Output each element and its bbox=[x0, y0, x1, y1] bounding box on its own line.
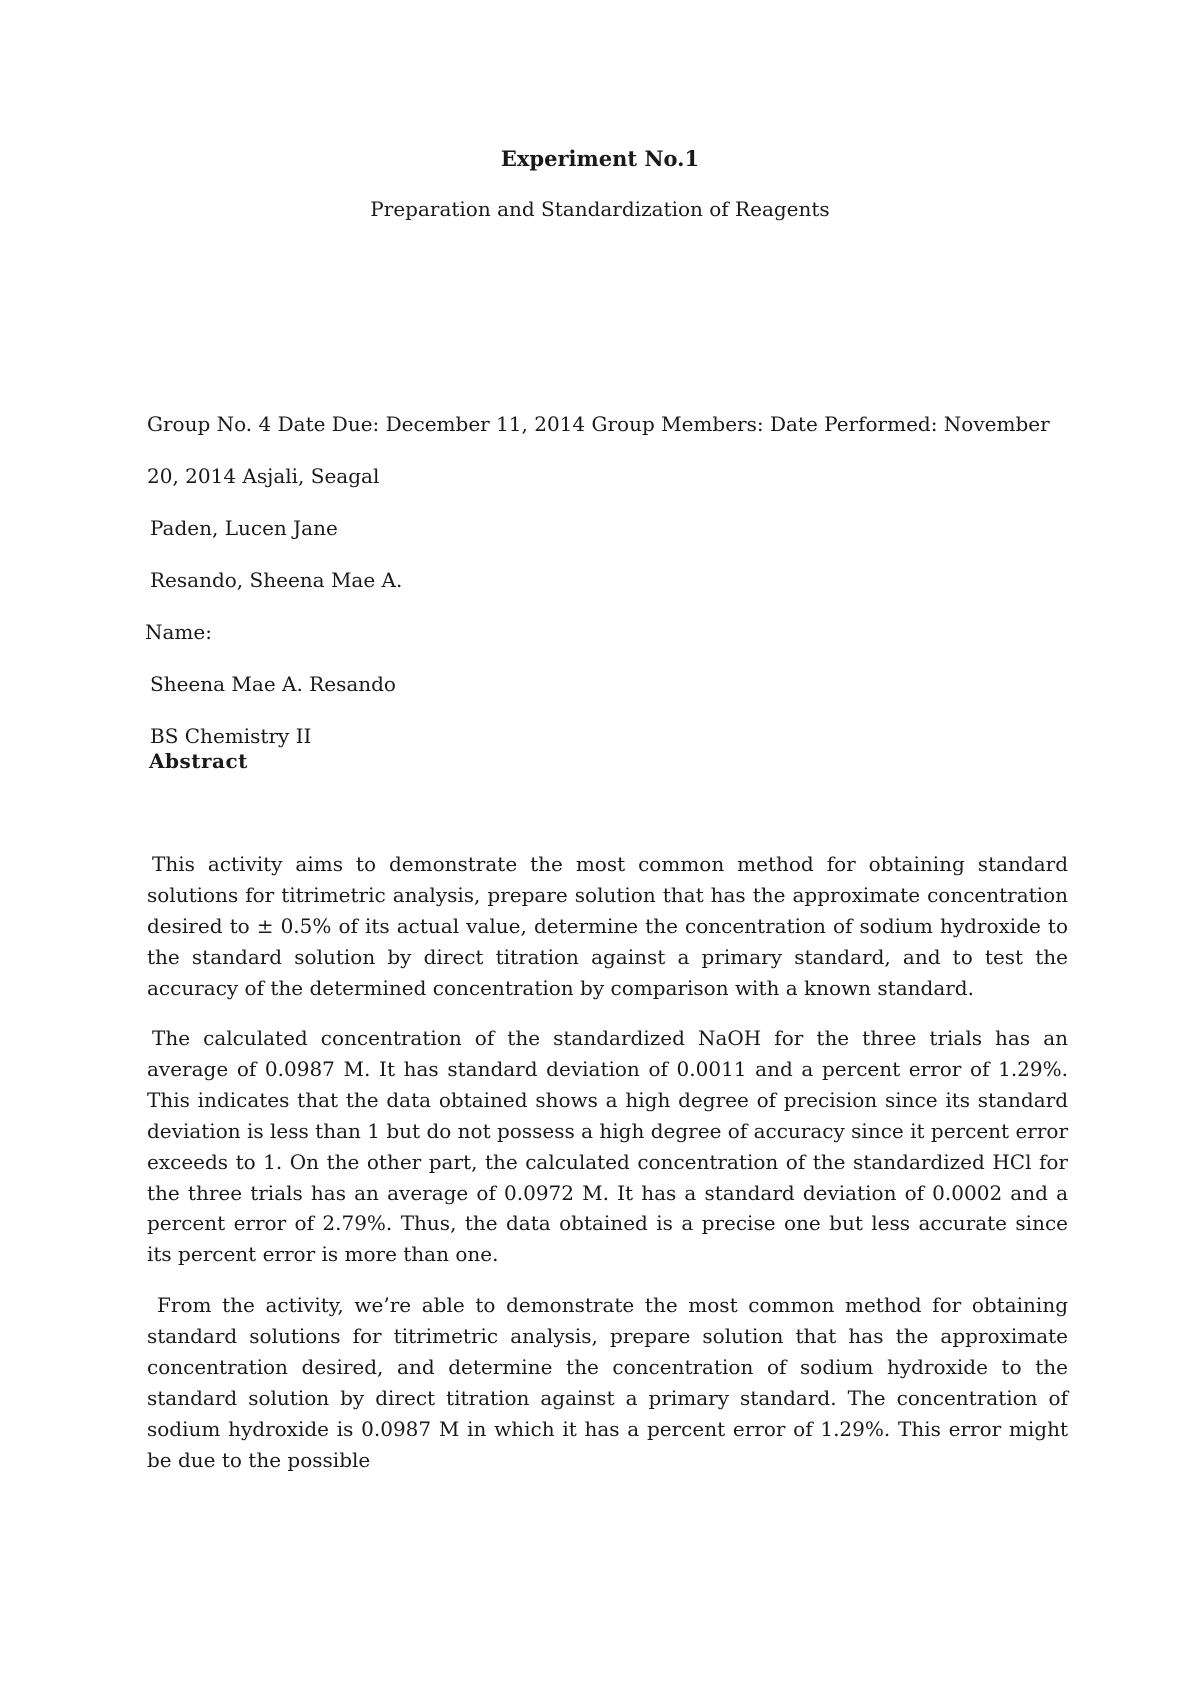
abstract-paragraph: The calculated concentration of the standardized NaOH for the three trials has an average of 0.0987 M. It has standard deviation of 0.0011 and a percent error of 1.29%. This indicates that the data obtained shows a high degree of precision since its standard deviation is less than 1 but do not possess a high degree of accuracy since it percent error exceeds to 1. On the other part, the calculated concentration of the standardized HCl for the three trials has an average of 0.0972 M. It has a standard deviation of 0.0002 and a percent error of 2.79%. Thus, the data obtained is a precise one but less accurate since its percent error is more than one. bbox=[147, 1026, 1068, 1267]
page-subtitle: Preparation and Standardization of Reagents bbox=[370, 197, 830, 221]
abstract-paragraph: This activity aims to demonstrate the most common method for obtaining standard solutions for titrimetric analysis, prepare solution that has the approximate concentration desired to ± 0.5% of its actual value, determine the concentration of sodium hydroxide to the standard solution by direct titration against a primary standard, and to test the accuracy of the determined concentration by comparison with a known standard. bbox=[147, 852, 1068, 1000]
name-value: Sheena Mae A. Resando bbox=[150, 672, 396, 696]
member-name: Paden, Lucen Jane bbox=[150, 516, 338, 540]
member-name: Resando, Sheena Mae A. bbox=[150, 568, 403, 592]
course-label: BS Chemistry II bbox=[150, 724, 312, 748]
name-label: Name: bbox=[145, 620, 212, 644]
group-info-line: Group No. 4 Date Due: December 11, 2014 Group Members: Date Performed: November bbox=[147, 412, 1050, 436]
date-and-member-line: 20, 2014 Asjali, Seagal bbox=[147, 464, 380, 488]
abstract-paragraph: From the activity, we’re able to demonstrate the most common method for obtaining standard solutions for titrimetric analysis, prepare solution that has the approximate concentration desired, and determine the concentration of sodium hydroxide to the standard solution by direct titration against a primary standard. The concentration of sodium hydroxide is 0.0987 M in which it has a percent error of 1.29%. This error might be due to the possible bbox=[147, 1293, 1068, 1472]
abstract-heading: Abstract bbox=[149, 749, 248, 773]
page-title: Experiment No.1 bbox=[500, 146, 700, 171]
